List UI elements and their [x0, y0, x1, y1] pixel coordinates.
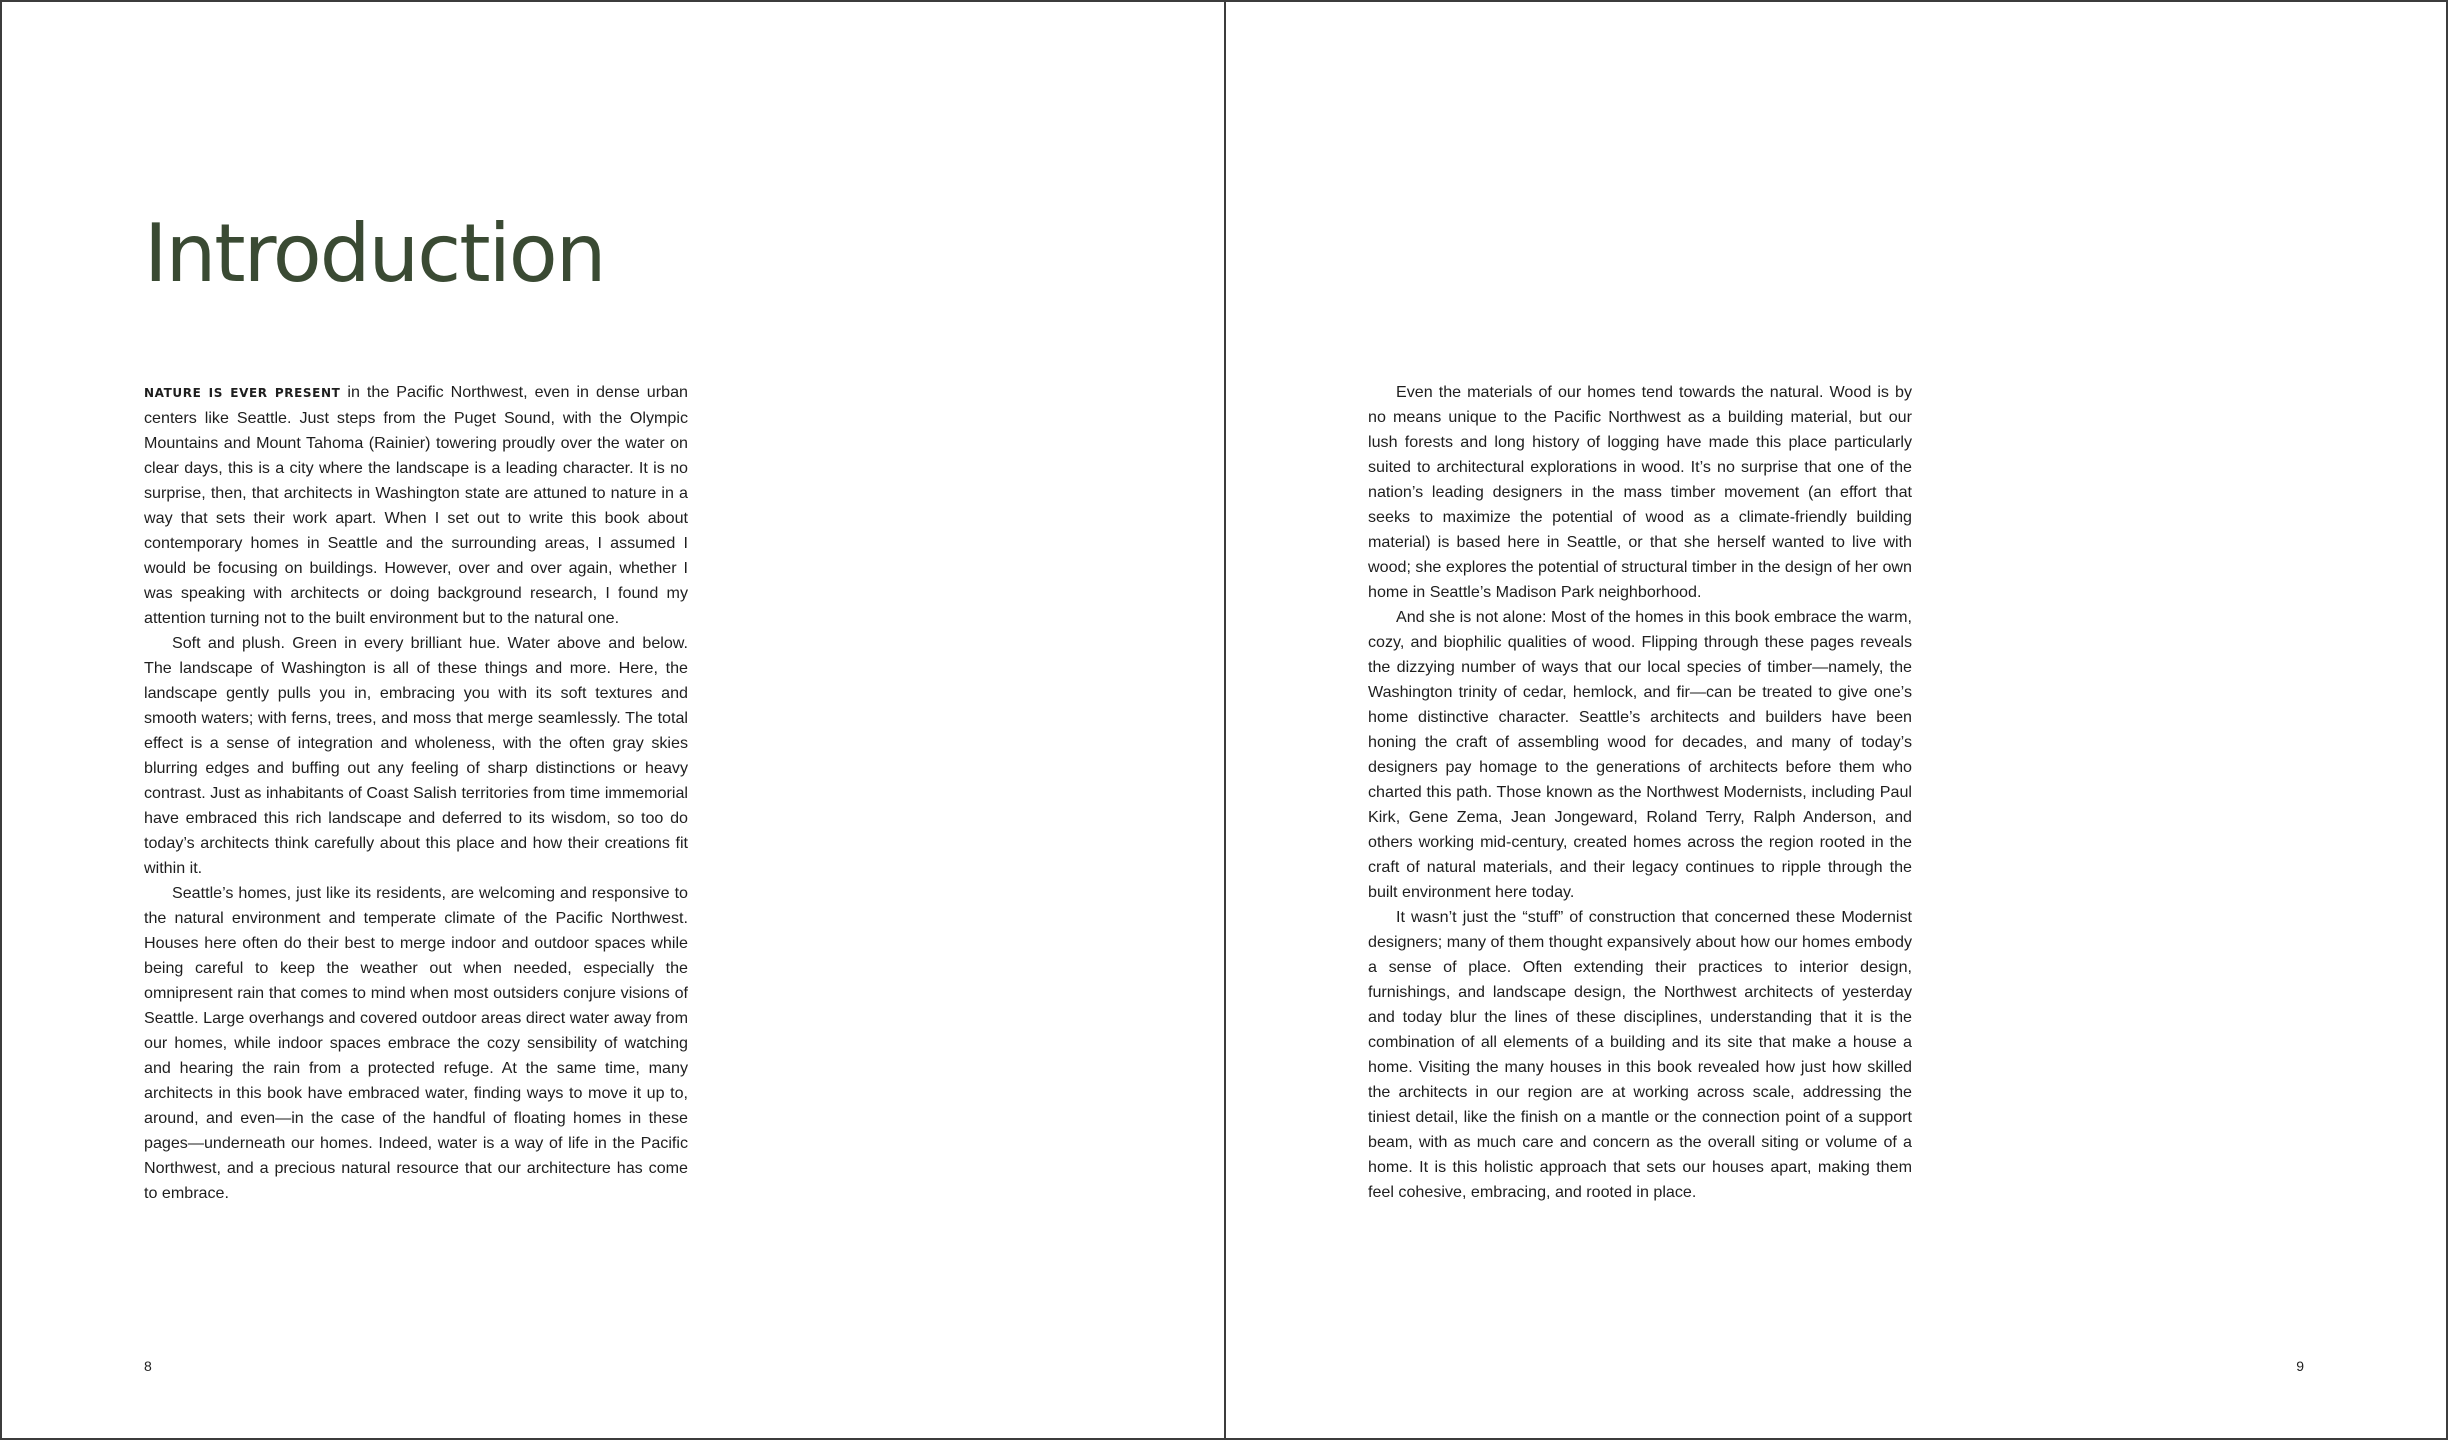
right-page: [1226, 2, 2446, 1438]
page-number: 8: [144, 1358, 152, 1374]
left-page: [2, 2, 1224, 1438]
body-paragraph: It wasn’t just the “stuff” of construction that concerned these Modernist designers; many of them thought expansively about how our homes embody a sense of place. Often extending their practices to interior design, furnishings, and landscape design, the Northwest architects of yesterday and today blur the lines of these disciplines, understanding that it is the combination of all elements of a building and its site that make a house a home. Visiting the many houses in this book revealed how just how skilled the architects in our region are at working across scale, addressing the tiniest detail, like the finish on a mantle or the connection point of a support beam, with as much care and concern as the overall siting or volume of a home. It is this holistic approach that sets our houses apart, making them feel cohesive, embracing, and rooted in place.: [1368, 908, 1912, 1201]
chapter-title: Introduction: [144, 207, 605, 300]
body-paragraph: Seattle’s homes, just like its residents, are welcoming and responsive to the natural environment and temperate climate of the Pacific Northwest. Houses here often do their best to merge indoor and outdoor spaces while being careful to keep the weather out when needed, especially the omnipresent rain that comes to mind when most outsiders conjure visions of Seattle. Large overhangs and covered outdoor areas direct water away from our homes, while indoor spaces embrace the cozy sensibility of watching and hearing the rain from a protected refuge. At the same time, many architects in this book have embraced water, finding ways to move it up to, around, and even—in the case of the handful of floating homes in these pages—underneath our homes. Indeed, water is a way of life in the Pacific Northwest, and a precious natural resource that our architecture has come to embrace.: [144, 884, 688, 1202]
lead-in-text: NATURE IS EVER PRESENT: [144, 386, 341, 400]
body-paragraph: Even the materials of our homes tend towards the natural. Wood is by no means unique to the Pacific Northwest as a building material, but our lush forests and long history of logging have made this place particularly suited to architectural explorations in wood. It’s no surprise that one of the nation’s leading designers in the mass timber movement (an effort that seeks to maximize the potential of wood as a climate-friendly building material) is based here in Seattle, or that she herself wanted to live with wood; she explores the potential of structural timber in the design of her own home in Seattle’s Madison Park neighborhood.: [1368, 383, 1912, 601]
right-text-column: [1368, 380, 1912, 1205]
body-paragraph: [144, 380, 688, 631]
paragraph-text: in the Pacific Northwest, even in dense urban centers like Seattle. Just steps from the Puget Sound, with the Olympic Mountains and Mount Tahoma (Rainier) towering proudly over the water on clear days, this is a city where the landscape is a leading character. It is no surprise, then, that architects in Washington state are attuned to nature in a way that sets their work apart. When I set out to write this book about contemporary homes in Seattle and the surrounding areas, I assumed I would be focusing on buildings. However, over and over again, whether I was speaking with architects or doing background research, I found my attention turning not to the built environment but to the natural one.: [144, 383, 688, 627]
body-paragraph: Soft and plush. Green in every brilliant hue. Water above and below. The landscape of Washington is all of these things and more. Here, the landscape gently pulls you in, embracing you with its soft textures and smooth waters; with ferns, trees, and moss that merge seamlessly. The total effect is a sense of integration and wholeness, with the often gray skies blurring edges and buffing out any feeling of sharp distinctions or heavy contrast. Just as inhabitants of Coast Salish territories from time immemorial have embraced this rich landscape and deferred to its wisdom, so too do today’s architects think carefully about this place and how their creations fit within it.: [144, 634, 688, 877]
body-paragraph: And she is not alone: Most of the homes in this book embrace the warm, cozy, and biophilic qualities of wood. Flipping through these pages reveals the dizzying number of ways that our local species of timber—namely, the Washington trinity of cedar, hemlock, and fir—can be treated to give one’s home distinctive character. Seattle’s architects and builders have been honing the craft of assembling wood for decades, and many of today’s designers pay homage to the generations of architects before them who charted this path. Those known as the Northwest Modernists, including Paul Kirk, Gene Zema, Jean Jongeward, Roland Terry, Ralph Anderson, and others working mid-century, created homes across the region rooted in the craft of natural materials, and their legacy continues to ripple through the built environment here today.: [1368, 608, 1912, 901]
left-text-column: [144, 380, 688, 1206]
page-number: 9: [2296, 1358, 2304, 1374]
